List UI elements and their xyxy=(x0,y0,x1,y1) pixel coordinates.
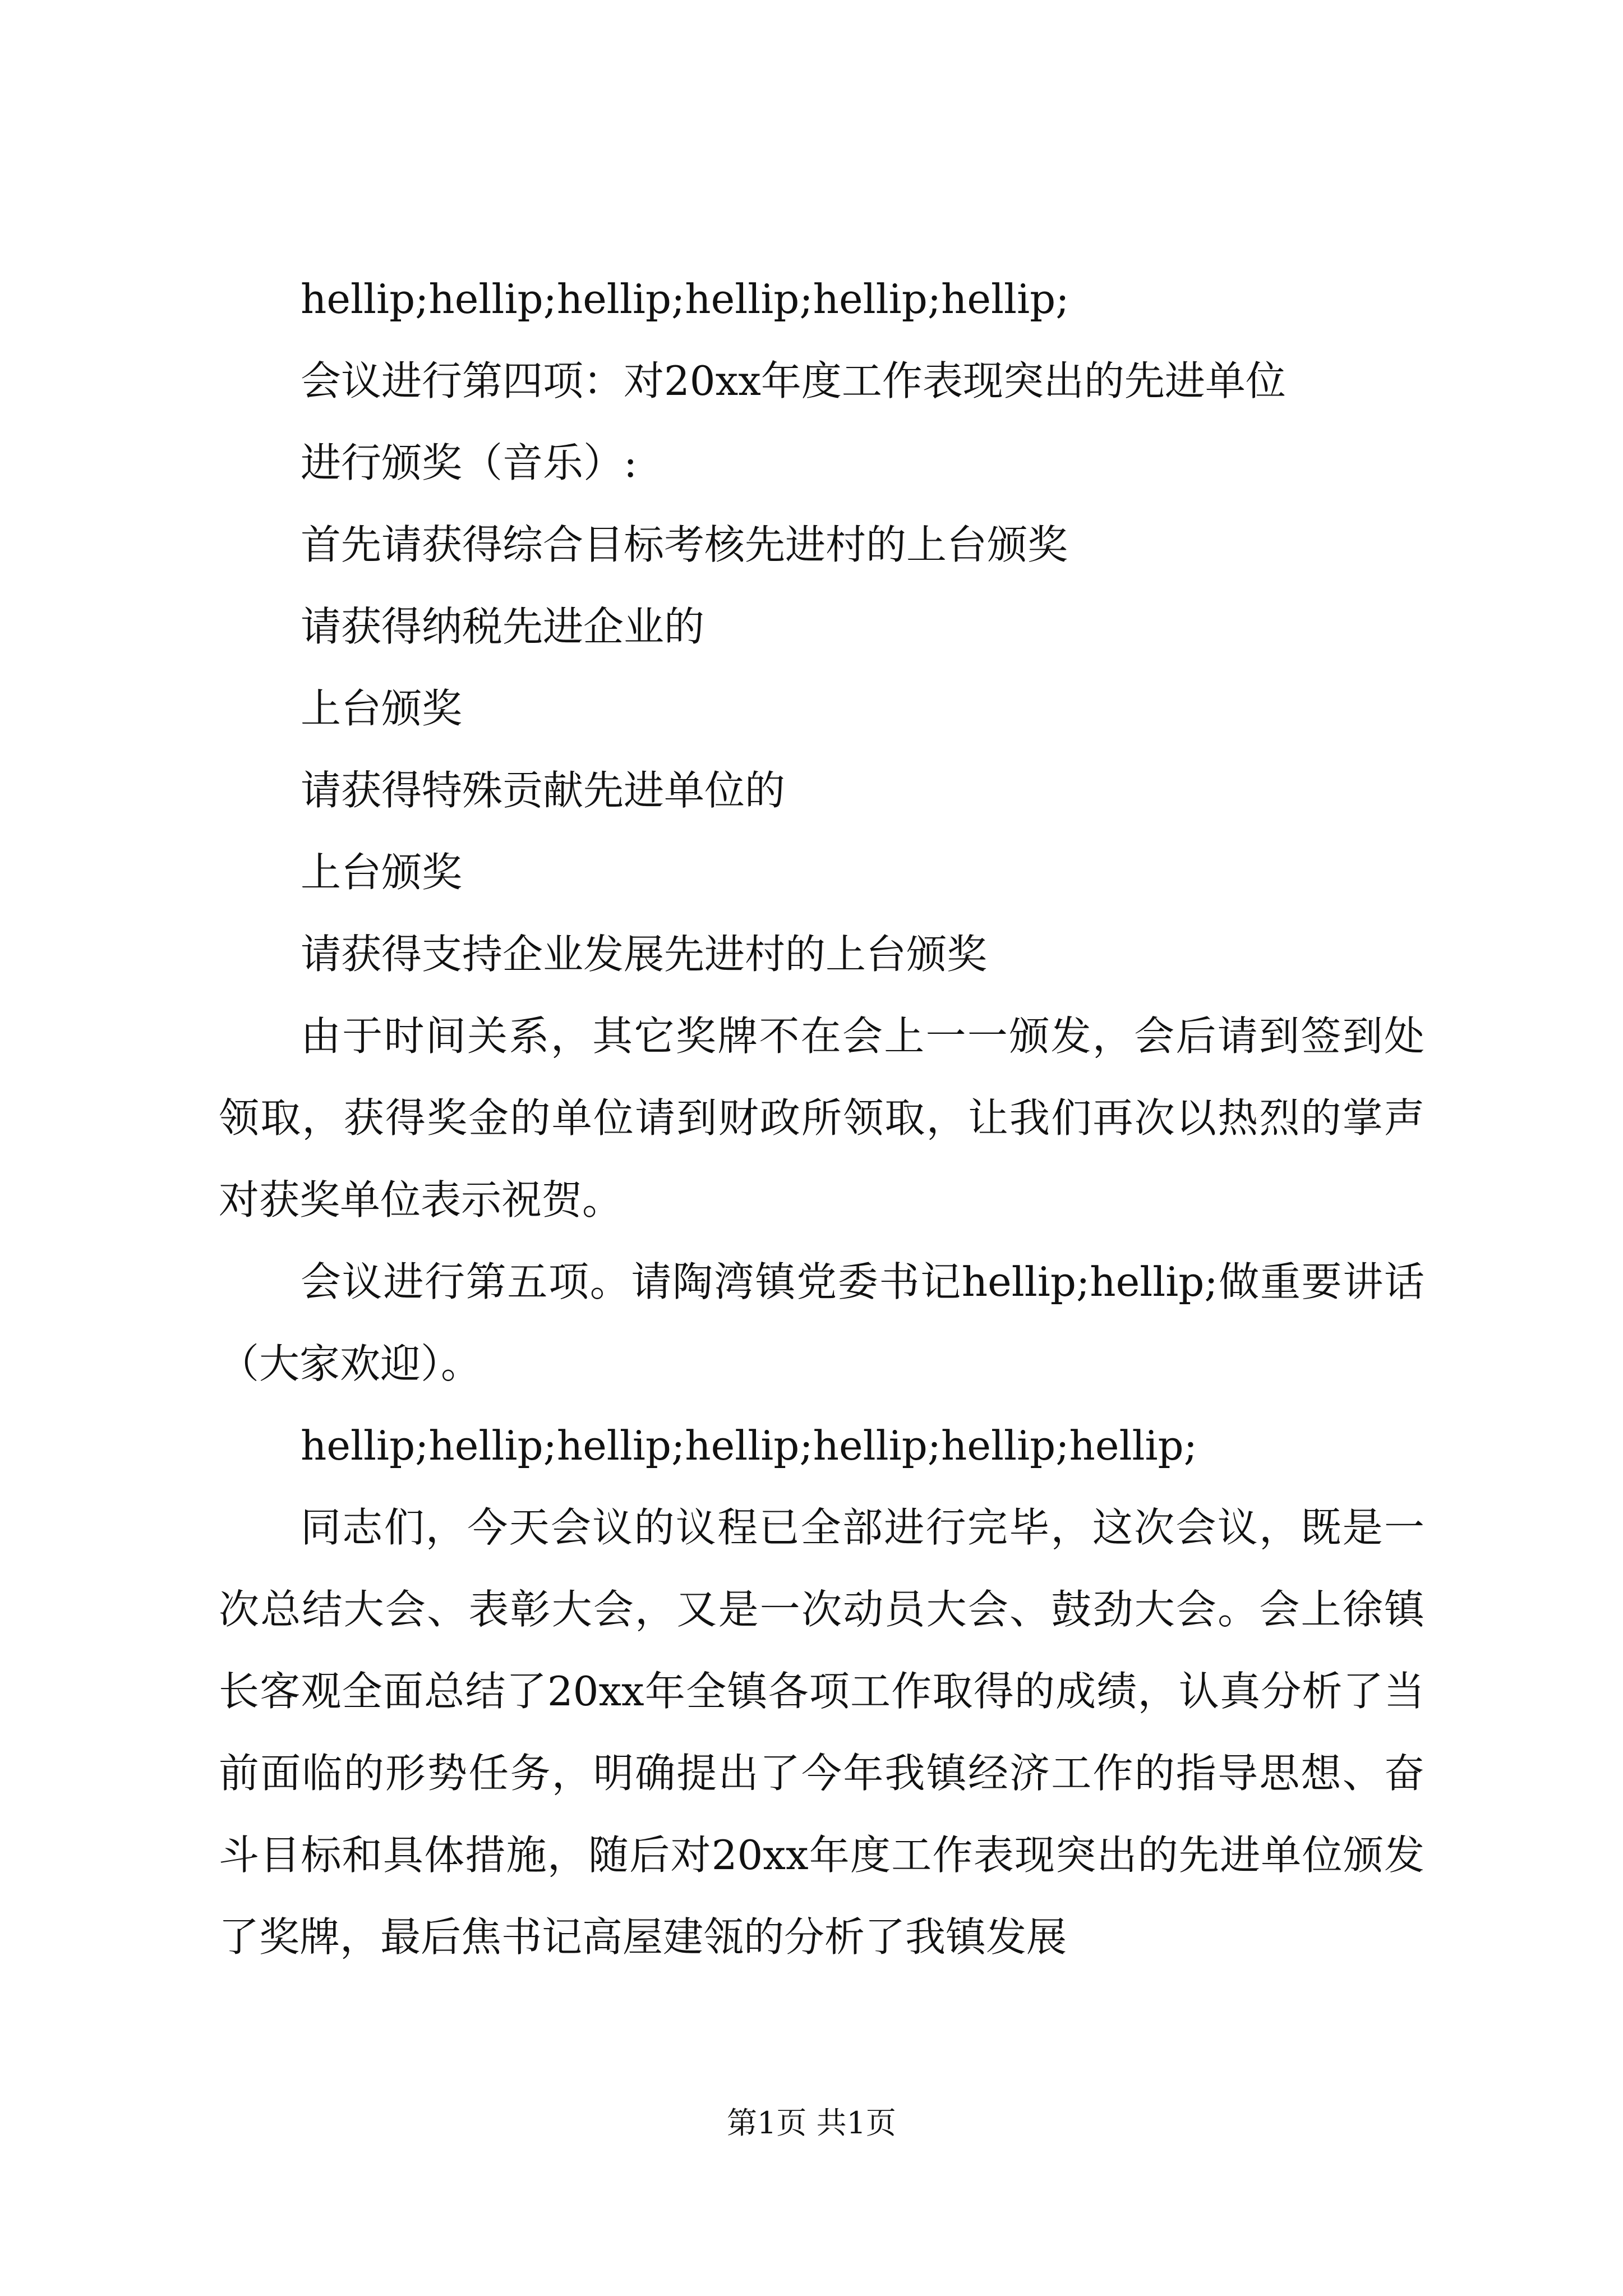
text-line-award-tax-enterprises: 请获得纳税先进企业的 xyxy=(301,603,705,650)
text-line-hellip-2: hellip;hellip;hellip;hellip;hellip;hellip;hellip; xyxy=(301,1422,1197,1469)
paragraph-closing-remarks: 同志们，今天会议的议程已全部进行完毕，这次会议，既是一次总结大会、表彰大会，又是一次动员大会、鼓劲大会。会上徐镇长客观全面总结了20xx年全镇各项工作取得的成绩，认真分析了当前面临的形势任务，明确提出了今年我镇经济工作的指导思想、奋斗目标和具体措施，随后对20xx年度工作表现突出的先进单位颁发了奖牌，最后焦书记高屋建瓴的分析了我镇发展 xyxy=(219,1504,1424,1961)
text-line-agenda-item-4: 会议进行第四项：对20xx年度工作表现突出的先进单位 xyxy=(301,357,1286,404)
paragraph-agenda-item-5: 会议进行第五项。请陶湾镇党委书记hellip;hellip;做重要讲话（大家欢迎）。 xyxy=(219,1258,1424,1387)
text-line-award-villages: 首先请获得综合目标考核先进村的上台颁奖 xyxy=(301,521,1068,568)
text-line-award-support-enterprise: 请获得支持企业发展先进村的上台颁奖 xyxy=(301,931,988,978)
text-line-on-stage-1: 上台颁奖 xyxy=(301,685,463,732)
paragraph-time-constraint: 由于时间关系，其它奖牌不在会上一一颁发，会后请到签到处领取，获得奖金的单位请到财政所领取，让我们再次以热烈的掌声对获奖单位表示祝贺。 xyxy=(219,1013,1424,1223)
page-number-footer: 第1页 共1页 xyxy=(727,2105,896,2141)
text-line-award-special-contribution: 请获得特殊贡献先进单位的 xyxy=(301,767,786,814)
text-line-on-stage-2: 上台颁奖 xyxy=(301,849,463,896)
text-line-award-music: 进行颁奖（音乐）: xyxy=(301,439,638,486)
text-line-hellip-1: hellip;hellip;hellip;hellip;hellip;hellip; xyxy=(301,275,1069,323)
document-body xyxy=(219,258,1424,1978)
